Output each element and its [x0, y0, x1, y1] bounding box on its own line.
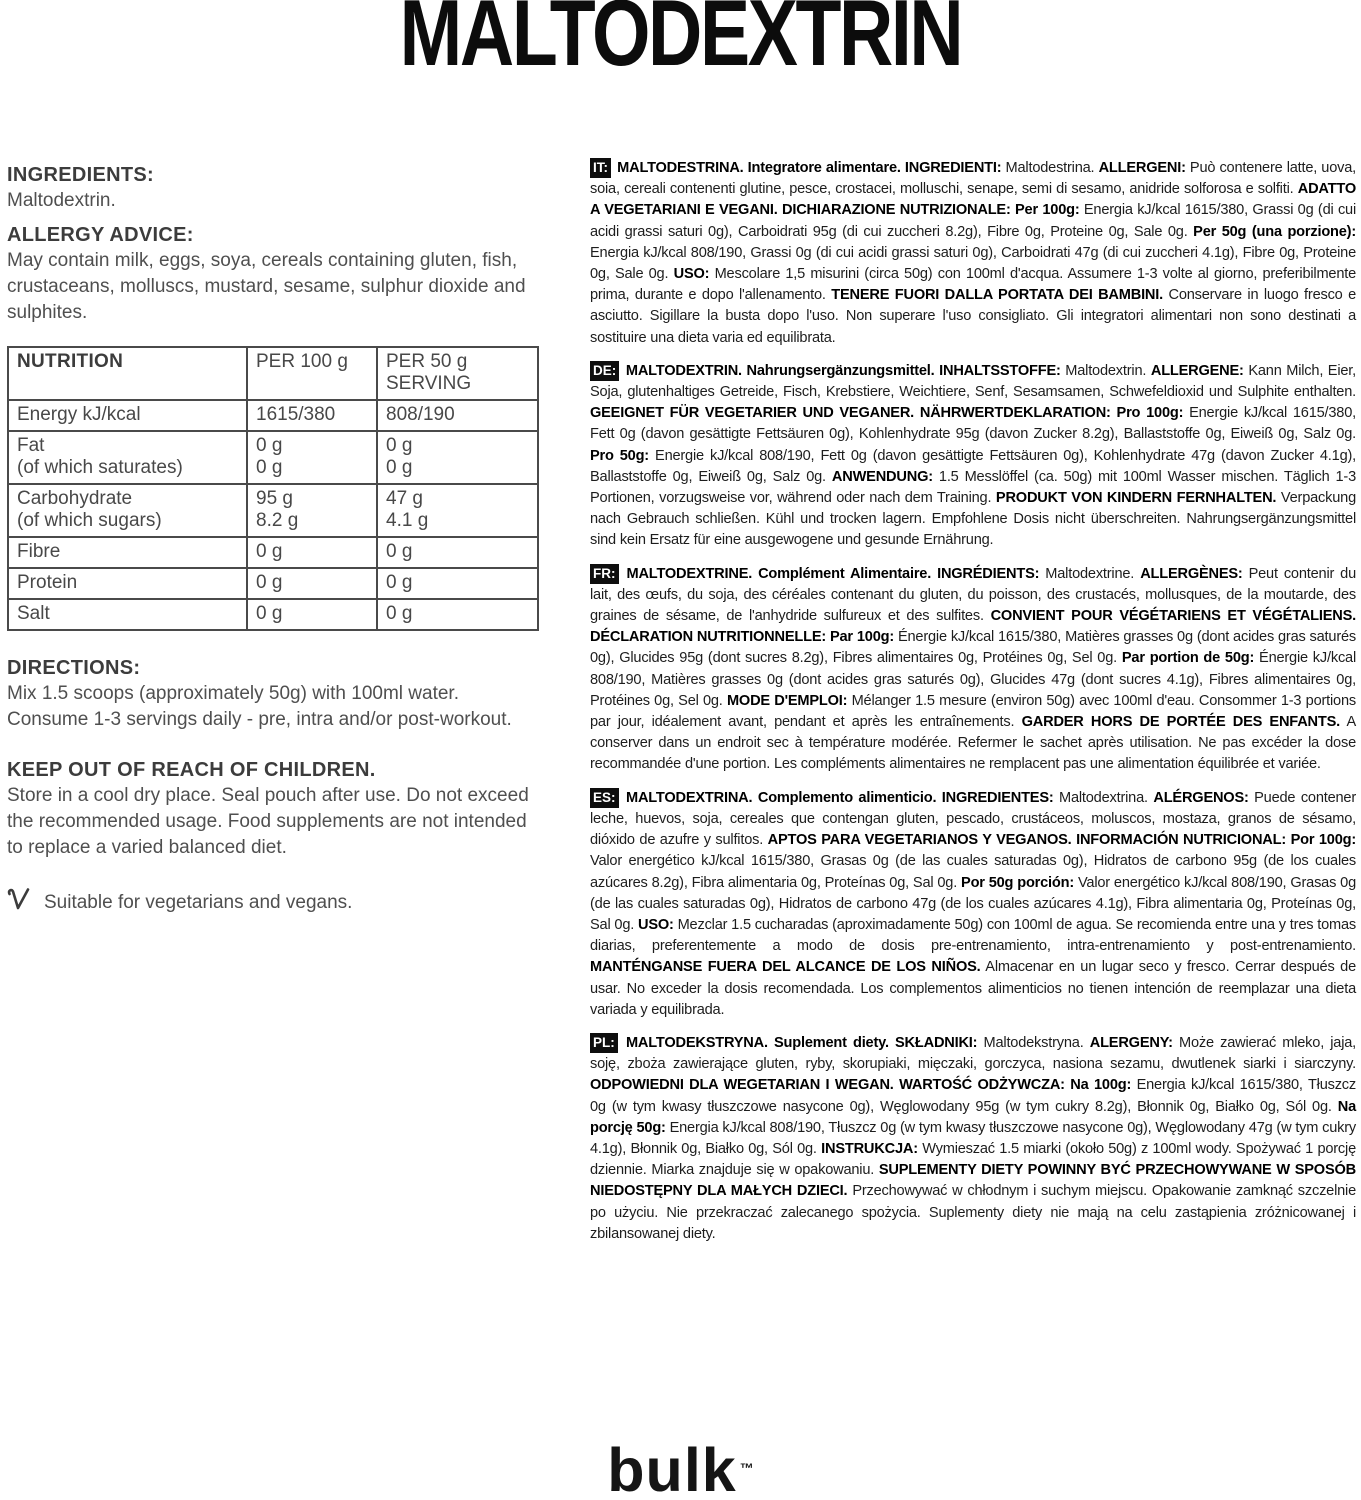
- per-50g-header-cell: PER 50 g SERVING: [377, 347, 538, 400]
- nutrition-table: [7, 346, 539, 631]
- brand-logo-text: bulk: [607, 1436, 737, 1500]
- per-100g-cell: 0 g 0 g: [247, 431, 377, 484]
- per-100g-cell: 0 g: [247, 537, 377, 568]
- per-100g-header-cell: PER 100 g: [247, 347, 377, 400]
- allergy-heading: ALLERGY ADVICE:: [7, 224, 194, 246]
- table-row: [8, 599, 538, 630]
- nutrition-header-cell: NUTRITION: [8, 347, 247, 400]
- left-column: [7, 162, 538, 918]
- allergy-text: May contain milk, eggs, soya, cereals containing gluten, fish, crustaceans, molluscs, mustard, sesame, sulphur dioxide and sulphites.: [7, 250, 526, 323]
- nutrient-name-cell: Protein: [8, 568, 247, 599]
- brand-logo: [0, 1436, 1361, 1500]
- table-row: [8, 537, 538, 568]
- table-row: [8, 431, 538, 484]
- children-warning-heading: KEEP OUT OF REACH OF CHILDREN.: [7, 759, 376, 781]
- per-50g-cell: 0 g: [377, 599, 538, 630]
- table-row: [8, 484, 538, 537]
- per-50g-cell: 0 g: [377, 537, 538, 568]
- per-100g-cell: 1615/380: [247, 400, 377, 431]
- per-50g-cell: 0 g 0 g: [377, 431, 538, 484]
- trademark-symbol: ™: [739, 1460, 754, 1476]
- vegetarian-note: [7, 887, 538, 918]
- nutrient-name-cell: Carbohydrate (of which sugars): [8, 484, 247, 537]
- per-100g-cell: 0 g: [247, 599, 377, 630]
- lang-block-de: DE: MALTODEXTRIN. Nahrungsergänzungsmittel. INHALTSSTOFFE: Maltodextrin. ALLERGENE: Kann Milch, Eier, Soja, glutenhaltiges Getreide, Fisch, Krebstiere, Weichtiere, Senf, Sesamsamen, Schwefeldioxid und Sulphite enthalten. GEEIGNET FÜR VEGETARIER UND VEGANER. NÄHRWERTDEKLARATION: Pro 100g: Energie kJ/kcal 1615/380, Fett 0g (davon gesättigte Fettsäuren 0g), Kohlenhydrate 95g (davon Zucker 8.2g), Ballaststoffe 0g, Eiweiß 0g, Salz 0g. Pro 50g: Energie kJ/kcal 808/190, Fett 0g (davon gesättigte Fettsäuren 0g), Kohlenhydrate 47g (davon Zucker 4.1g), Ballaststoffe 0g, Eiweiß 0g, Salz 0g. ANWENDUNG: 1.5 Messlöffel (ca. 50g) mit 100ml Wasser mischen. Täglich 1-3 Portionen, vorzugsweise vor, während oder nach dem Training. PRODUKT VON KINDERN FERNHALTEN. Verpackung nach Gebrauch schließen. Kühl und trocken lagern. Empfohlene Dosis nicht überschreiten. Nahrungsergänzungsmittel sind kein Ersatz für eine ausgewogene und gesunde Ernährung.: [590, 362, 1357, 549]
- vegetarian-icon: [7, 887, 31, 918]
- per-100g-cell: 0 g: [247, 568, 377, 599]
- per-50g-cell: 0 g: [377, 568, 538, 599]
- nutrient-name-cell: Fibre: [8, 537, 247, 568]
- right-column: [590, 158, 1356, 1257]
- lang-block-it: IT: MALTODESTRINA. Integratore alimentare. INGREDIENTI: Maltodestrina. ALLERGENI: Può contenere latte, uova, soia, cereali contenenti glutine, pesce, crostacei, molluschi, senape, semi di sesamo, anidride solforosa e solfiti. ADATTO A VEGETARIANI E VEGANI. DICHIARAZIONE NUTRIZIONALE: Per 100g: Energia kJ/kcal 1615/380, Grassi 0g (di cui acidi grassi saturi 0g), Carboidrati 95g (di cui zuccheri 8.2g), Fibre 0g, Proteine 0g, Sale 0g. Per 50g (una porzione): Energia kJ/kcal 808/190, Grassi 0g (di cui acidi grassi saturi 0g), Carboidrati 47g (di cui zuccheri 4.1g), Fibre 0g, Proteine 0g, Sale 0g. USO: Mescolare 1,5 misurini (circa 50g) con 100ml d'acqua. Assumere 1-3 volte al giorno, preferibilmente prima, durante e dopo l'allenamento. TENERE FUORI DALLA PORTATA DEI BAMBINI. Conservare in luogo fresco e asciutto. Sigillare la busta dopo l'uso. Non superare l'uso consigliato. Gli integratori alimentari non sono destinati a sostituire una dieta varia ed equilibrata.: [590, 160, 1357, 346]
- table-row: [8, 400, 538, 431]
- product-title: MALTODEXTRIN: [399, 0, 962, 85]
- nutrient-name-cell: Energy kJ/kcal: [8, 400, 247, 431]
- directions-text: Mix 1.5 scoops (approximately 50g) with 100ml water. Consume 1-3 servings daily - pre, intra and/or post-workout.: [7, 683, 512, 730]
- ingredients-text: Maltodextrin.: [7, 190, 116, 211]
- nutrient-name-cell: Salt: [8, 599, 247, 630]
- directions-heading: DIRECTIONS:: [7, 657, 141, 679]
- lang-block-pl: PL: MALTODEKSTRYNA. Suplement diety. SKŁADNIKI: Maltodekstryna. ALERGENY: Może zawierać mleko, jaja, soję, zboża zawierające gluten, ryby, skorupiaki, mięczaki, gorczyca, nasiona sezamu, dwutlenek siarki i siarczyny. ODPOWIEDNI DLA WEGETARIAN I WEGAN. WARTOŚĆ ODŻYWCZA: Na 100g: Energia kJ/kcal 1615/380, Tłuszcz 0g (w tym kwasy tłuszczowe nasycone 0g), Węglowodany 95g (w tym cukry 8.2g), Błonnik 0g, Białko 0g, Sól 0g. Na porcję 50g: Energia kJ/kcal 808/190, Tłuszcz 0g (w tym kwasy tłuszczowe nasycone 0g), Węglowodany 47g (w tym cukry 4.1g), Błonnik 0g, Białko 0g, Sól 0g. INSTRUKCJA: Wymieszać 1.5 miarki (około 50g) z 100ml wody. Spożywać 1 porcję dziennie. Miarka znajduje się w opakowaniu. SUPLEMENTY DIETY POWINNY BYĆ PRZECHOWYWANE W SPOSÓB NIEDOSTĘPNY DLA MAŁYCH DZIECI. Przechowywać w chłodnym i suchym miejscu. Opakowanie zamknąć szczelnie po użyciu. Nie przekraczać zalecanego spożycia. Suplementy diety nie mają na celu zastąpienia zróżnicowanej i zbilansowanej diety.: [590, 1034, 1357, 1242]
- lang-block-fr: FR: MALTODEXTRINE. Complément Alimentaire. INGRÉDIENTS: Maltodextrine. ALLERGÈNES: Peut contenir du lait, des œufs, du soja, des céréales contenant du gluten, du poisson, des crustacés, mollusques, de la moutarde, des graines de sésame, de l'anhydride sulfureux et des sulfites. CONVIENT POUR VÉGÉTARIENS ET VÉGÉTALIENS. DÉCLARATION NUTRITIONNELLE: Par 100g: Énergie kJ/kcal 1615/380, Matières grasses 0g (dont acides gras saturés 0g), Glucides 95g (dont sucres 8.2g), Fibres alimentaires 0g, Protéines 0g, Sel 0g. Par portion de 50g: Énergie kJ/kcal 808/190, Matières grasses 0g (dont acides gras saturés 0g), Glucides 47g (dont sucres 4.1g), Fibres alimentaires 0g, Protéines 0g, Sel 0g. MODE D'EMPLOI: Mélanger 1.5 mesure (environ 50g) avec 100ml d'eau. Consommer 1-3 portions par jour, idéalement avant, pendant et après les entraînements. GARDER HORS DE PORTÉE DES ENFANTS. A conserver dans un endroit sec à température modérée. Refermer le sachet après utilisation. Ne pas excéder la dose recommandée d'une portion. Les compléments alimentaires ne remplacent pas une alimentation équilibrée et variée.: [590, 565, 1357, 773]
- nutrient-name-cell: Fat (of which saturates): [8, 431, 247, 484]
- per-50g-cell: 808/190: [377, 400, 538, 431]
- table-header-row: [8, 347, 538, 400]
- vegetarian-note-text: Suitable for vegetarians and vegans.: [44, 891, 353, 913]
- per-100g-cell: 95 g 8.2 g: [247, 484, 377, 537]
- lang-block-es: ES: MALTODEXTRINA. Complemento alimenticio. INGREDIENTES: Maltodextrina. ALÉRGENOS: Puede contener leche, huevos, soja, cereales que contengan gluten, pescado, crustáceos, moluscos, mostaza, granos de sésamo, dióxido de azufre y sulfitos. APTOS PARA VEGETARIANOS Y VEGANOS. INFORMACIÓN NUTRICIONAL: Por 100g: Valor energético kJ/kcal 1615/380, Grasas 0g (de las cuales saturadas 0g), Hidratos de carbono 95g (de los cuales azúcares 8.2g), Fibra alimentaria 0g, Proteínas 0g, Sal 0g. Por 50g porción: Valor energético kJ/kcal 808/190, Grasas 0g (de las cuales saturadas 0g), Hidratos de carbono 47g (de los cuales azúcares 4.1g), Fibra alimentaria 0g, Proteínas 0g, Sal 0g. USO: Mezclar 1.5 cucharadas (aproximadamente 50g) con 100ml de agua. Se recomienda entre una y tres tomas diarias, preferentemente a modo de dosis pre-entrenamiento, intra-entrenamiento y post-entrenamiento. MANTÉNGANSE FUERA DEL ALCANCE DE LOS NIÑOS. Almacenar en un lugar seco y fresco. Cerrar después de usar. No exceder la dosis recomendada. Los complementos alimenticios no tienen intención de reemplazar una dieta variada y equilibrada.: [590, 789, 1357, 1018]
- ingredients-heading: INGREDIENTS:: [7, 164, 154, 186]
- per-50g-cell: 47 g 4.1 g: [377, 484, 538, 537]
- table-row: [8, 568, 538, 599]
- children-warning-text: Store in a cool dry place. Seal pouch after use. Do not exceed the recommended usage. Food supplements are not intended to replace a varied balanced diet.: [7, 785, 529, 858]
